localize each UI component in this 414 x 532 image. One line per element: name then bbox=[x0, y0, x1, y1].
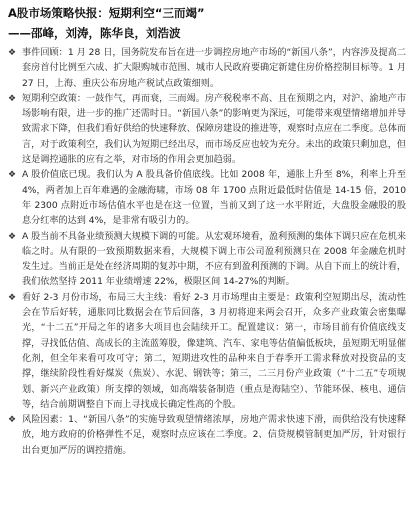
bullet-list bbox=[6, 46, 406, 459]
list-item-short-term-policy bbox=[6, 92, 406, 168]
diamond-bullet-icon: ❖ bbox=[7, 292, 17, 303]
list-item-text: 事件回顾：1 月 28 日，国务院发布旨在进一步调控房地产市场的“新国八条”，内容涉及提高二套房首付比例至六成、扩大限购城市范围、城市人民政府要确定新建住房价格控制目标等。1 月 27 日，上海、重庆公布房地产税试点政策细则。 bbox=[22, 48, 406, 89]
list-item-text: 看好 2-3 月份市场，布局三大主线：看好 2-3 月市场理由主要是：政策利空短期出尽，流动性会在节后好转，通胀同比数据会在节后回落，3 月初将迎来两会召开，众多产业政策会密集曝光，“十二五”开局之年的诸多大项目也会陆续开工。配置建议：第一，市场目前有价值底线支撑，寻找低估值、高成长的主流蓝筹股，像建筑、汽车、家电等估值偏低板块，虽短期无明显催化剂，但全年来看可攻可守；第二，短期进攻性的品种来自于春季开工需求释放对投资品的支撑，继续阶段性看好煤炭（焦炭）、水泥、钢铁等；第三，二三月份产业政策（“十二五”专项规划、新兴产业政策）所支撑的领域，如高端装备制造（重点是海陆空）、节能环保、核电、通信等，结合前期调整自下而上寻找成长确定性高的个股。 bbox=[22, 292, 406, 410]
diamond-bullet-icon: ❖ bbox=[7, 93, 17, 104]
report-title: A股市场策略快报：短期利空“三而竭” bbox=[8, 6, 205, 20]
list-item-risk-factors bbox=[6, 413, 406, 459]
diamond-bullet-icon: ❖ bbox=[7, 231, 17, 242]
report-authors: ——邵峰，刘涛，陈华良，刘浩波 bbox=[8, 26, 181, 40]
list-item-market-outlook bbox=[6, 291, 406, 413]
list-item-value-floor bbox=[6, 168, 406, 229]
list-item-text: A 股价值底已现。我们认为 A 股具备价值底线。比如 2008 年，通胀上升至 8%，利率上升至 4%，两者加上百年难遇的金融海啸，市场 08 年 1700 点附近最低时估值是 14-15 倍，2010 年 2300 点附近市场估值水平也是在这一位置，当前又到了这一水平附近，大盘股金融股的股息分红率的达到 4%，是非常有吸引力的。 bbox=[22, 170, 406, 227]
list-item-text: 短期利空政策：一鼓作气，再而衰，三而竭。房产税税率不高、且在预期之内，对沪、渝地产市场影响有限，进一步的推广还需时日。“新国八条”的影响更为深远，可能带来观望情绪增加并导致需求下降，但我们看好供给的快速释放、保障房建设的推进等，观察时点应在二季度。总体而言，对于政策利空，我们认为短期已经出尽，而市场反应也较为充分。未出的政策只剩加息，但这是调控通胀的应有之举，对市场的作用会更加趋弱。 bbox=[22, 93, 406, 166]
list-item-text: A 股当前不具备业绩预测大规模下调的可能。从宏观环境看，盈利预测的集体下调只应在危机来临之时。从有限的一致预期数据来看，大规模下调上市公司盈利预测只在 2008 年金融危机时发生过。当前正是处在经济周期的复苏中期，不应有到盈利预测的下调。从自下而上的统计看，我们依然坚持 2011 年业绩增速 22%，极限区间 14-27%的判断。 bbox=[22, 231, 406, 288]
diamond-bullet-icon: ❖ bbox=[7, 170, 17, 181]
diamond-bullet-icon: ❖ bbox=[7, 48, 17, 58]
list-item-event-review bbox=[6, 46, 406, 92]
list-item-earnings-forecast bbox=[6, 230, 406, 291]
diamond-bullet-icon: ❖ bbox=[7, 415, 17, 426]
list-item-text: 风险因素：1、“新国八条”的实施导致观望情绪浓厚，房地产需求快速下滑，而供给没有快速释放，地方政府的价格弹性不足，观察时点应该在二季度。2、信贷规模管制更加严厉，针对银行出台更加严厉的调控措施。 bbox=[22, 415, 406, 456]
